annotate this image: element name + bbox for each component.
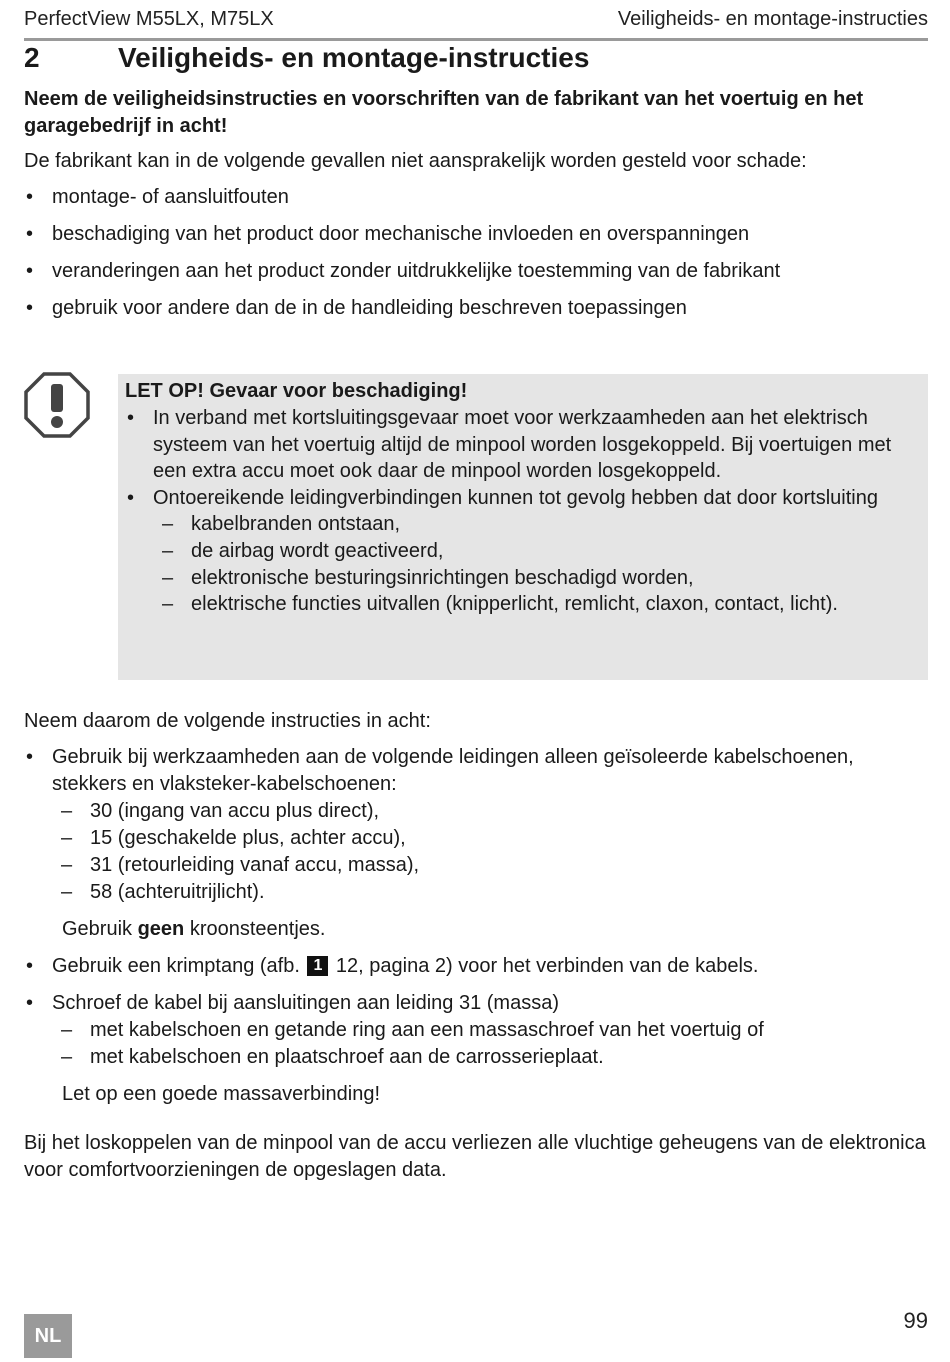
instruction-note bbox=[52, 916, 928, 943]
sub-item: – met kabelschoen en plaatschroef aan de carrosserieplaat. bbox=[52, 1044, 928, 1071]
sub-item: – 31 (retourleiding vanaf accu, massa), bbox=[52, 852, 928, 879]
list-item: • beschadiging van het product door mechanische invloeden en overspanningen bbox=[24, 221, 928, 248]
warning-item: • In verband met kortsluitingsgevaar moet voor werkzaamheden aan het elektrisch systeem van het voertuig altijd de minpool worden losgekoppeld. Bij voertuigen met een extra accu moet ook daar de minpool worden losgekoppeld. bbox=[125, 405, 915, 485]
sub-item: – kabelbranden ontstaan, bbox=[153, 511, 915, 538]
instruction-text: 12, pagina 2) voor het verbinden van de kabels. bbox=[330, 955, 759, 977]
lead-paragraph: Neem de veiligheidsinstructies en voorschriften van de fabrikant van het voertuig en het garagebedrijf in acht! bbox=[24, 88, 864, 137]
list-item bbox=[24, 744, 928, 943]
instruction-note: Let op een goede massaverbinding! bbox=[62, 1083, 381, 1105]
header-product: PerfectView M55LX, M75LX bbox=[24, 8, 274, 30]
liability-intro: De fabrikant kan in de volgende gevallen niet aansprakelijk worden gesteld voor schade: bbox=[24, 150, 807, 172]
warning-item-text: Ontoereikende leidingverbindingen kunnen tot gevolg hebben dat door kortsluiting bbox=[153, 486, 878, 509]
list-item bbox=[24, 953, 928, 980]
sub-item: – de airbag wordt geactiveerd, bbox=[153, 538, 915, 565]
instruction-text: Gebruik een krimptang (afb. bbox=[52, 955, 306, 977]
closing-paragraph: Bij het loskoppelen van de minpool van de accu verliezen alle vluchtige geheugens van de elektronica voor comfortvoorzieningen de opgeslagen data. bbox=[24, 1132, 926, 1181]
list-item bbox=[24, 990, 928, 1108]
instruction-sublist bbox=[52, 1017, 928, 1071]
sub-item: – 30 (ingang van accu plus direct), bbox=[52, 798, 928, 825]
figure-badge: 1 bbox=[307, 956, 328, 976]
instructions-list bbox=[24, 744, 928, 1118]
warning-item bbox=[125, 485, 915, 618]
list-item: • montage- of aansluitfouten bbox=[24, 184, 928, 211]
instruction-text: Gebruik bij werkzaamheden aan de volgende leidingen alleen geïsoleerde kabelschoenen, stekkers en vlaksteker-kabelschoenen: bbox=[52, 746, 854, 795]
warning-list bbox=[125, 405, 915, 618]
language-tab: NL bbox=[24, 1314, 72, 1358]
sub-item: – elektronische besturingsinrichtingen beschadigd worden, bbox=[153, 565, 915, 592]
instruction-sublist bbox=[52, 798, 928, 906]
note-emphasis: geen bbox=[137, 918, 185, 940]
sub-item: – elektrische functies uitvallen (knipperlicht, remlicht, claxon, contact, licht). bbox=[153, 591, 915, 618]
sub-item: – 58 (achteruitrijlicht). bbox=[52, 879, 928, 906]
warning-box bbox=[118, 374, 928, 680]
sub-item: – 15 (geschakelde plus, achter accu), bbox=[52, 825, 928, 852]
sub-item: – met kabelschoen en getande ring aan een massaschroef van het voertuig of bbox=[52, 1017, 928, 1044]
note-text: kroonsteentjes. bbox=[184, 918, 326, 940]
warning-sublist bbox=[153, 511, 915, 617]
list-item: • gebruik voor andere dan de in de handleiding beschreven toepassingen bbox=[24, 295, 928, 322]
exclamation-octagon-icon bbox=[24, 372, 90, 438]
instruction-text: Schroef de kabel bij aansluitingen aan leiding 31 (massa) bbox=[52, 992, 559, 1014]
header-section: Veiligheids- en montage-instructies bbox=[617, 8, 928, 30]
page-number: 99 bbox=[903, 1308, 928, 1333]
instructions-intro: Neem daarom de volgende instructies in acht: bbox=[24, 710, 431, 732]
chapter-title: Veiligheids- en montage-instructies bbox=[118, 42, 590, 73]
note-text: Gebruik bbox=[62, 918, 138, 940]
running-header bbox=[24, 8, 928, 41]
liability-list bbox=[24, 184, 928, 332]
warning-heading: LET OP! Gevaar voor beschadiging! bbox=[125, 380, 468, 402]
list-item: • veranderingen aan het product zonder uitdrukkelijke toestemming van de fabrikant bbox=[24, 258, 928, 285]
chapter-number: 2 bbox=[24, 42, 40, 73]
